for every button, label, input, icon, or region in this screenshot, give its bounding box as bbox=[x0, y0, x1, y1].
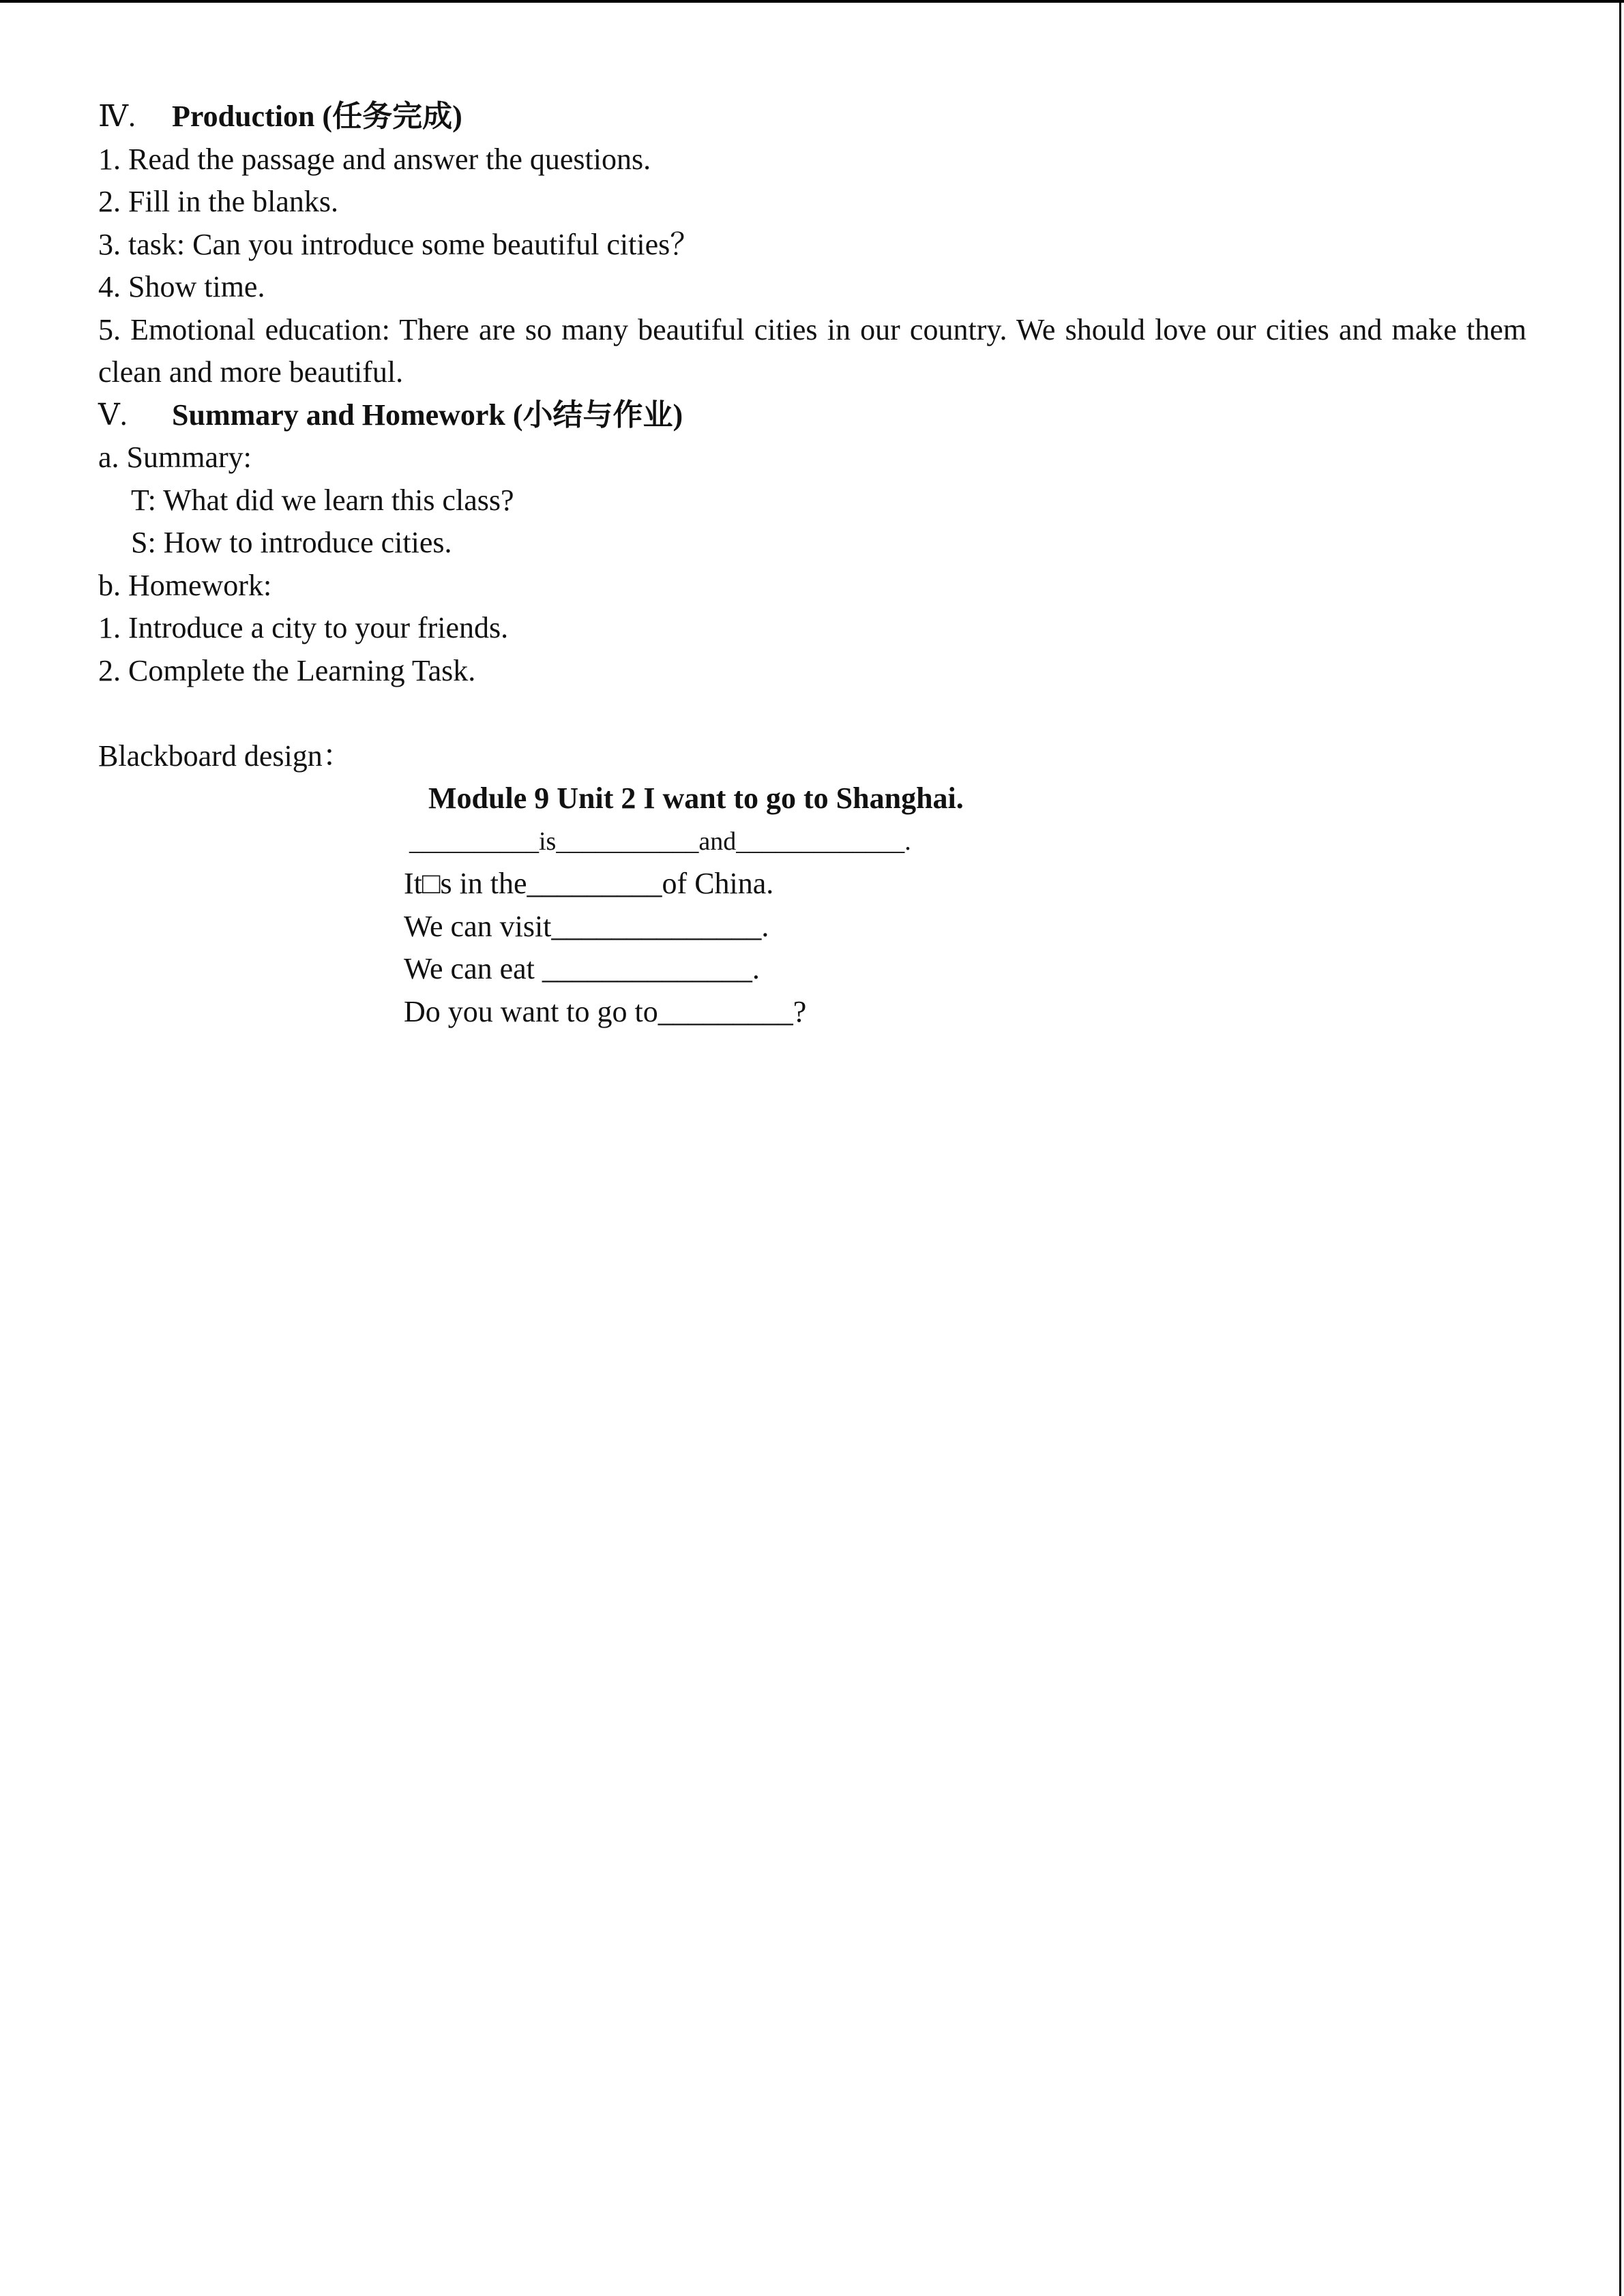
blank-line bbox=[98, 692, 1526, 735]
section-v-numeral: Ⅴ. bbox=[98, 398, 128, 432]
section-iv-heading bbox=[98, 95, 1526, 138]
blackboard-title: Module 9 Unit 2 I want to go to Shanghai. bbox=[428, 781, 964, 815]
page-top-border bbox=[0, 0, 1624, 3]
section-iv-item-5: 5. Emotional education: There are so many beautiful cities in our country. We should love our cities and make them clean and more beautiful. bbox=[98, 312, 1526, 389]
section-v-title: Summary and Homework (小结与作业) bbox=[172, 398, 683, 432]
homework-item-2: 2. Complete the Learning Task. bbox=[98, 653, 476, 687]
summary-teacher-line: T: What did we learn this class? bbox=[131, 483, 514, 517]
blackboard-line-2: It□s in the_________of China. bbox=[404, 867, 774, 900]
page-right-border bbox=[1619, 0, 1621, 2296]
section-iv-item-4: 4. Show time. bbox=[98, 270, 265, 303]
homework-item-1: 1. Introduce a city to your friends. bbox=[98, 611, 509, 644]
blackboard-label: Blackboard design： bbox=[98, 739, 353, 773]
summary-student-line: S: How to introduce cities. bbox=[131, 526, 452, 559]
section-iv-item-2: 2. Fill in the blanks. bbox=[98, 185, 338, 218]
blackboard-line-5: Do you want to go to_________? bbox=[404, 994, 807, 1028]
section-iv-item-3: 3. task: Can you introduce some beautiful cities？ bbox=[98, 227, 700, 261]
section-iv-numeral: Ⅳ. bbox=[98, 100, 136, 133]
summary-label: a. Summary: bbox=[98, 441, 252, 474]
document-page bbox=[98, 95, 1526, 1033]
section-iv-item-1: 1. Read the passage and answer the questions. bbox=[98, 142, 651, 176]
section-v-heading bbox=[98, 394, 1526, 437]
blackboard-line-1: __________is___________and_____________. bbox=[409, 826, 911, 856]
blackboard-line-4: We can eat ______________. bbox=[404, 952, 760, 985]
section-iv-title: Production (任务完成) bbox=[172, 100, 462, 133]
blackboard-line-3: We can visit______________. bbox=[404, 909, 769, 943]
homework-label: b. Homework: bbox=[98, 568, 272, 602]
